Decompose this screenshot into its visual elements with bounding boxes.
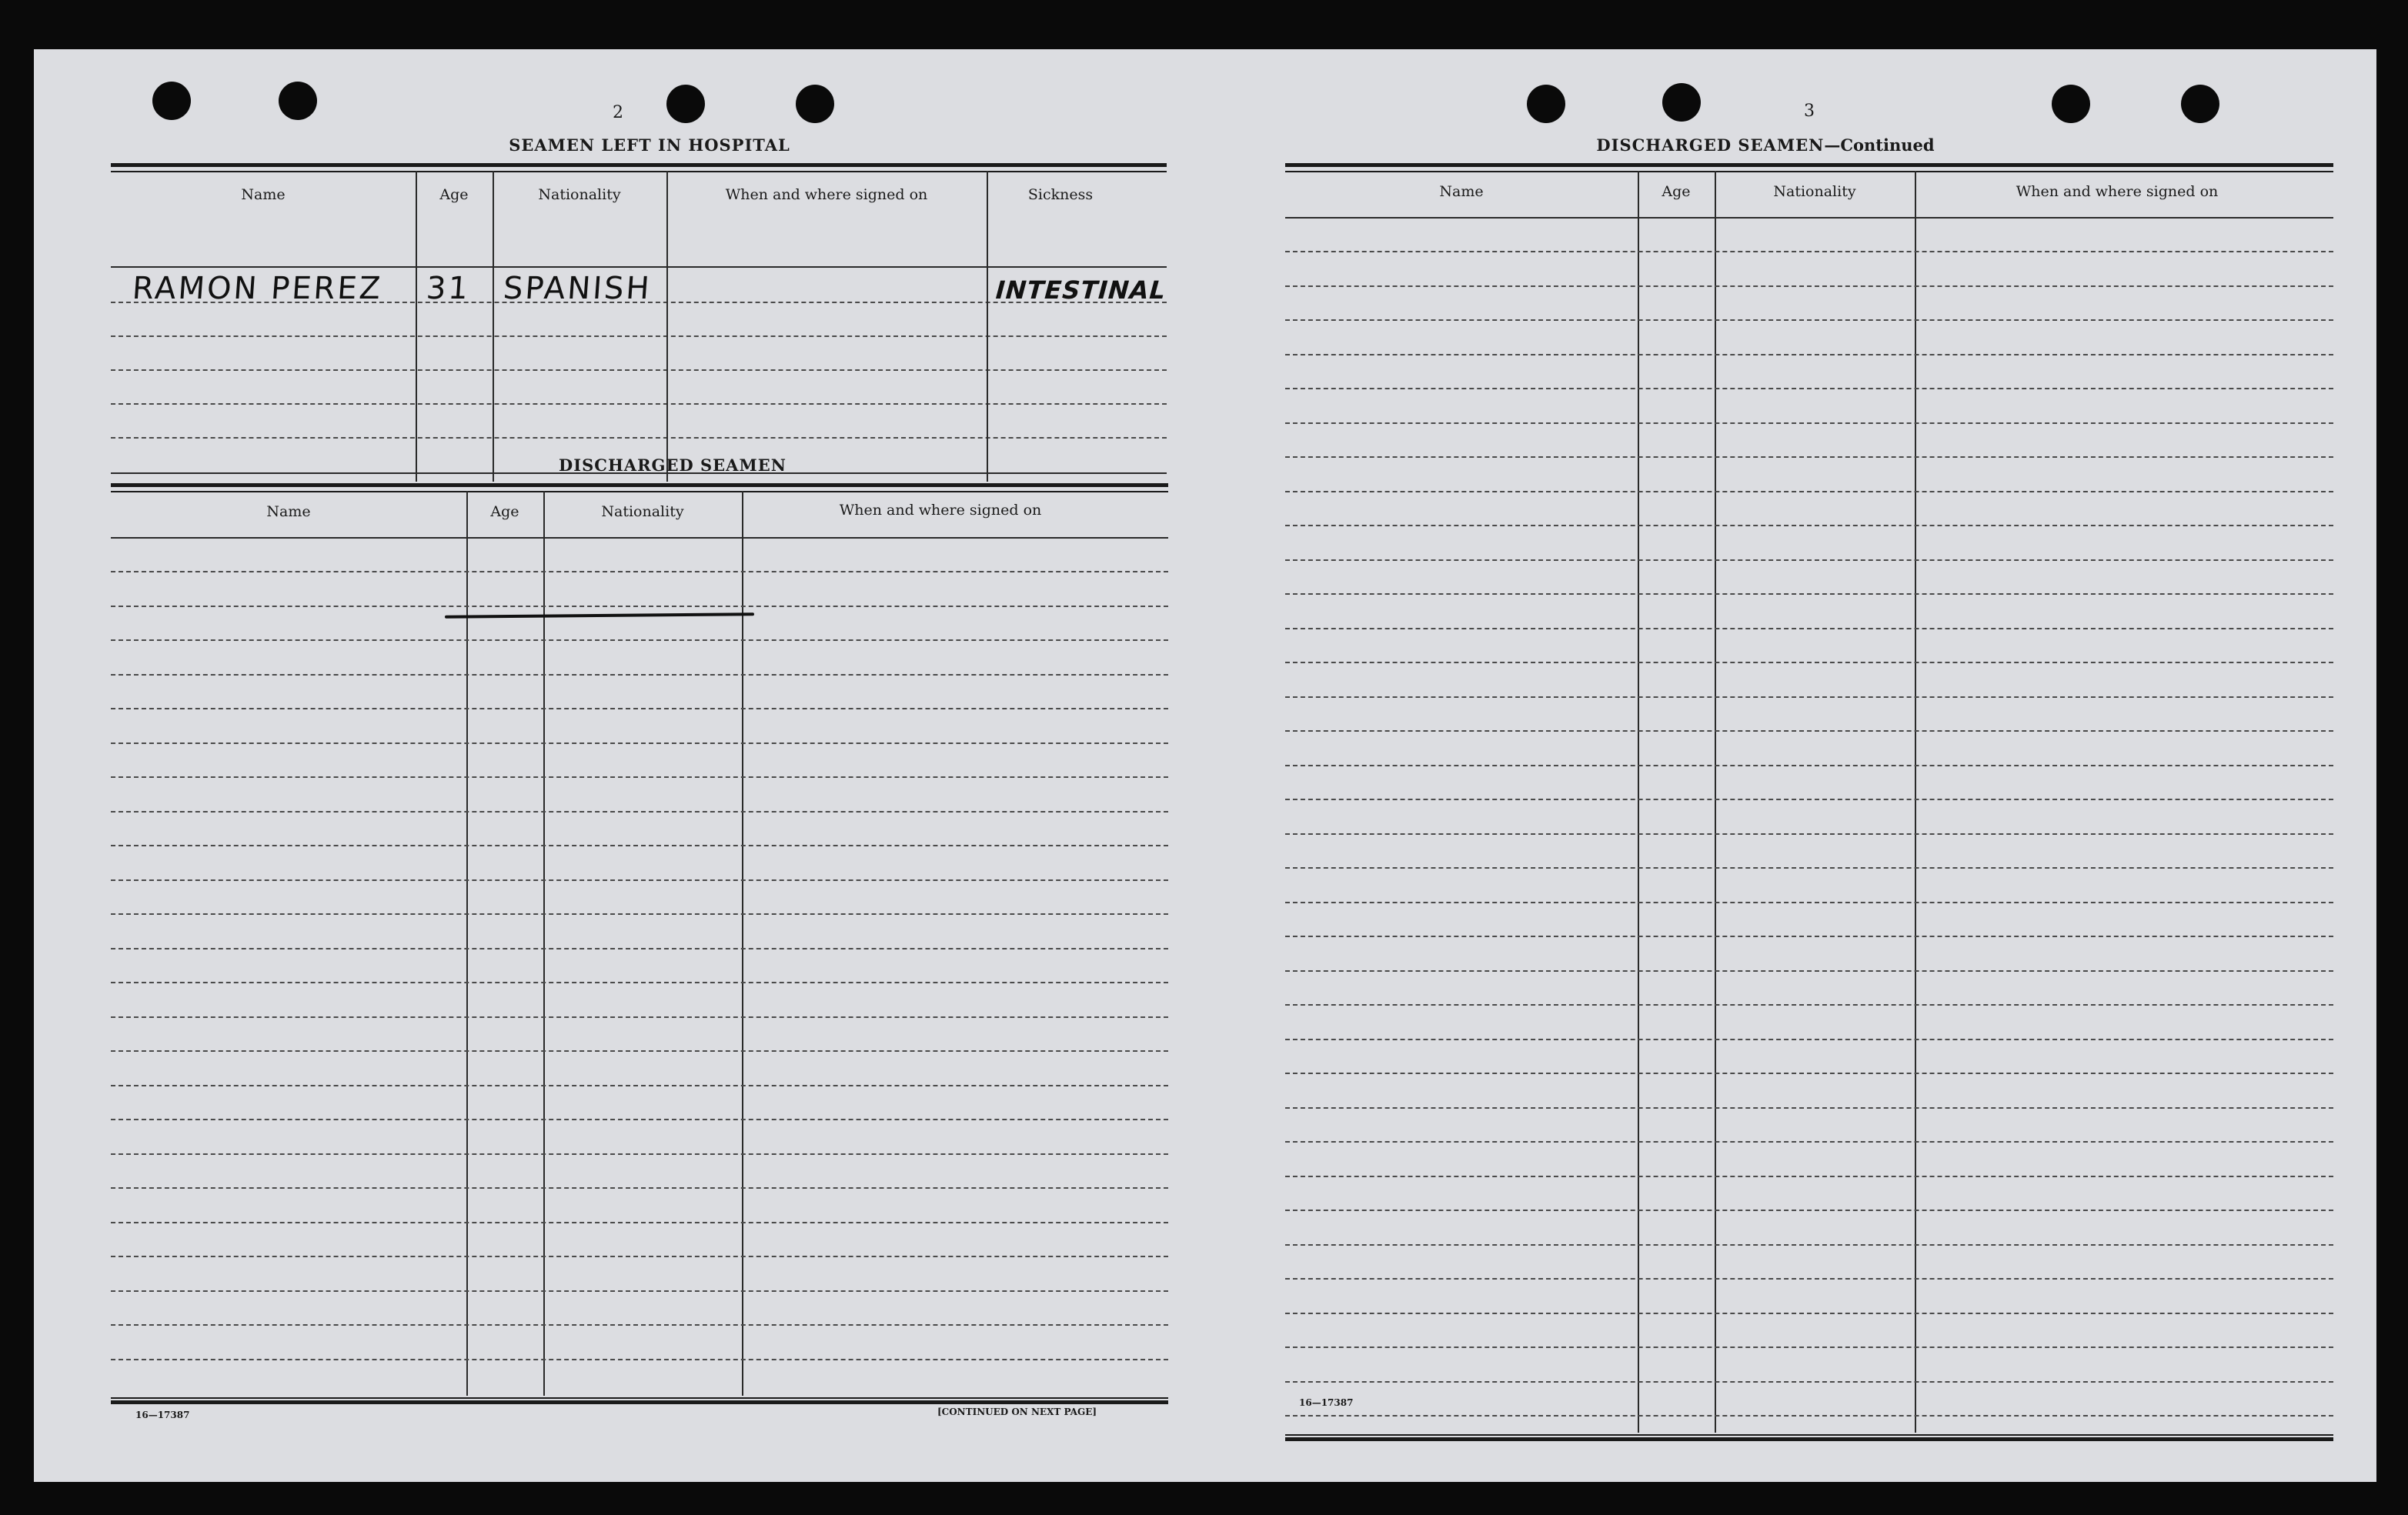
blank-row-line — [111, 1085, 1168, 1086]
hospital-row-age: 31 — [425, 271, 472, 306]
page-number-left: 2 — [613, 103, 623, 122]
blank-row-line — [1285, 1313, 2333, 1314]
col-header-age: Age — [1662, 183, 1691, 200]
blank-row-line — [111, 776, 1168, 778]
hospital-row-name: RAMON PEREZ — [131, 271, 384, 306]
blank-row-line — [1285, 1210, 2333, 1211]
blank-row-line — [1285, 1141, 2333, 1143]
blank-row-line — [111, 1153, 1168, 1155]
discharged-table — [111, 483, 1168, 1402]
col-header-signed-on: When and where signed on — [725, 186, 928, 203]
blank-row-line — [1285, 902, 2333, 903]
blank-row-line — [1285, 559, 2333, 561]
blank-row-line — [111, 1016, 1168, 1018]
page-number-right: 3 — [1804, 102, 1815, 121]
blank-row-line — [1285, 1244, 2333, 1246]
handwritten-strike-line — [445, 612, 754, 619]
blank-row-line — [1285, 662, 2333, 663]
form-number-right: 16—17387 — [1299, 1397, 1354, 1408]
blank-row-line — [1285, 696, 2333, 698]
blank-row-line — [111, 913, 1168, 915]
blank-row-line — [1285, 1004, 2333, 1006]
hospital-row-nationality: SPANISH — [502, 271, 653, 306]
punch-hole — [666, 85, 705, 123]
discharged-continued-suffix: —Continued — [1824, 135, 1935, 155]
hospital-row-sickness: INTESTINAL — [994, 275, 1167, 305]
col-header-nationality: Nationality — [601, 503, 684, 520]
blank-row-line — [1285, 422, 2333, 424]
col-header-name: Name — [266, 503, 311, 520]
col-header-nationality: Nationality — [538, 186, 621, 203]
blank-row-line — [111, 639, 1168, 641]
blank-row-line — [1285, 491, 2333, 492]
punch-hole — [1527, 85, 1565, 123]
blank-row-line — [111, 811, 1168, 813]
blank-row-line — [111, 1050, 1168, 1052]
punch-hole — [2181, 85, 2219, 123]
discharged-continued-title-main: DISCHARGED SEAMEN — [1596, 135, 1825, 155]
blank-row-line — [1285, 765, 2333, 766]
blank-row-line — [111, 1256, 1168, 1257]
discharged-section-title: DISCHARGED SEAMEN — [559, 456, 787, 475]
punch-hole — [796, 85, 834, 123]
blank-row-line — [111, 1324, 1168, 1326]
blank-row-line — [1285, 833, 2333, 835]
blank-row-line — [1285, 799, 2333, 800]
blank-row-line — [111, 606, 1168, 607]
blank-row-line — [1285, 525, 2333, 526]
blank-row-line — [111, 1119, 1168, 1120]
blank-row-line — [1285, 354, 2333, 355]
blank-row-line — [111, 1359, 1168, 1360]
record-sheet — [34, 49, 2376, 1482]
blank-row-line — [111, 879, 1168, 881]
discharged-continued-title — [1588, 135, 1942, 155]
blank-row-line — [1285, 285, 2333, 287]
blank-row-line — [1285, 936, 2333, 937]
blank-row-line — [111, 948, 1168, 949]
col-header-age: Age — [490, 503, 519, 520]
blank-row-line — [1285, 319, 2333, 321]
blank-row-line — [1285, 1415, 2333, 1417]
blank-row-line — [1285, 1381, 2333, 1383]
blank-row-line — [1285, 1278, 2333, 1280]
blank-row-line — [111, 1290, 1168, 1292]
col-header-name: Name — [241, 186, 286, 203]
col-header-name: Name — [1439, 183, 1484, 200]
blank-row-line — [1285, 1073, 2333, 1074]
punch-hole — [152, 82, 191, 120]
blank-row-line — [111, 571, 1168, 572]
punch-hole — [2052, 85, 2090, 123]
blank-row-line — [111, 674, 1168, 676]
blank-row-line — [1285, 1346, 2333, 1348]
discharged-continued-table — [1285, 163, 2333, 1443]
blank-row-line — [1285, 1176, 2333, 1177]
blank-row-line — [1285, 1107, 2333, 1109]
blank-row-line — [1285, 251, 2333, 252]
blank-row-line — [1285, 867, 2333, 869]
blank-row-line — [1285, 388, 2333, 389]
blank-row-line — [1285, 628, 2333, 629]
col-header-signed-on: When and where signed on — [2016, 183, 2219, 200]
blank-row-line — [111, 708, 1168, 709]
col-header-sickness: Sickness — [1027, 186, 1094, 203]
blank-row-line — [111, 1187, 1168, 1189]
continued-note: [CONTINUED ON NEXT PAGE] — [937, 1407, 1097, 1417]
col-header-signed-on: When and where signed on — [839, 502, 1042, 519]
blank-row-line — [111, 1222, 1168, 1223]
col-header-nationality: Nationality — [1773, 183, 1856, 200]
blank-row-line — [1285, 970, 2333, 972]
blank-row-line — [1285, 593, 2333, 595]
blank-row-line — [1285, 730, 2333, 732]
hospital-table — [111, 163, 1167, 482]
blank-row-line — [1285, 456, 2333, 458]
hospital-section-title: SEAMEN LEFT IN HOSPITAL — [509, 135, 790, 155]
blank-row-line — [111, 982, 1168, 983]
punch-hole — [1662, 83, 1701, 122]
blank-row-line — [111, 845, 1168, 846]
col-header-age: Age — [439, 186, 469, 203]
blank-row-line — [111, 742, 1168, 744]
punch-hole — [279, 82, 317, 120]
blank-row-line — [1285, 1039, 2333, 1040]
form-number-left: 16—17387 — [135, 1410, 190, 1420]
